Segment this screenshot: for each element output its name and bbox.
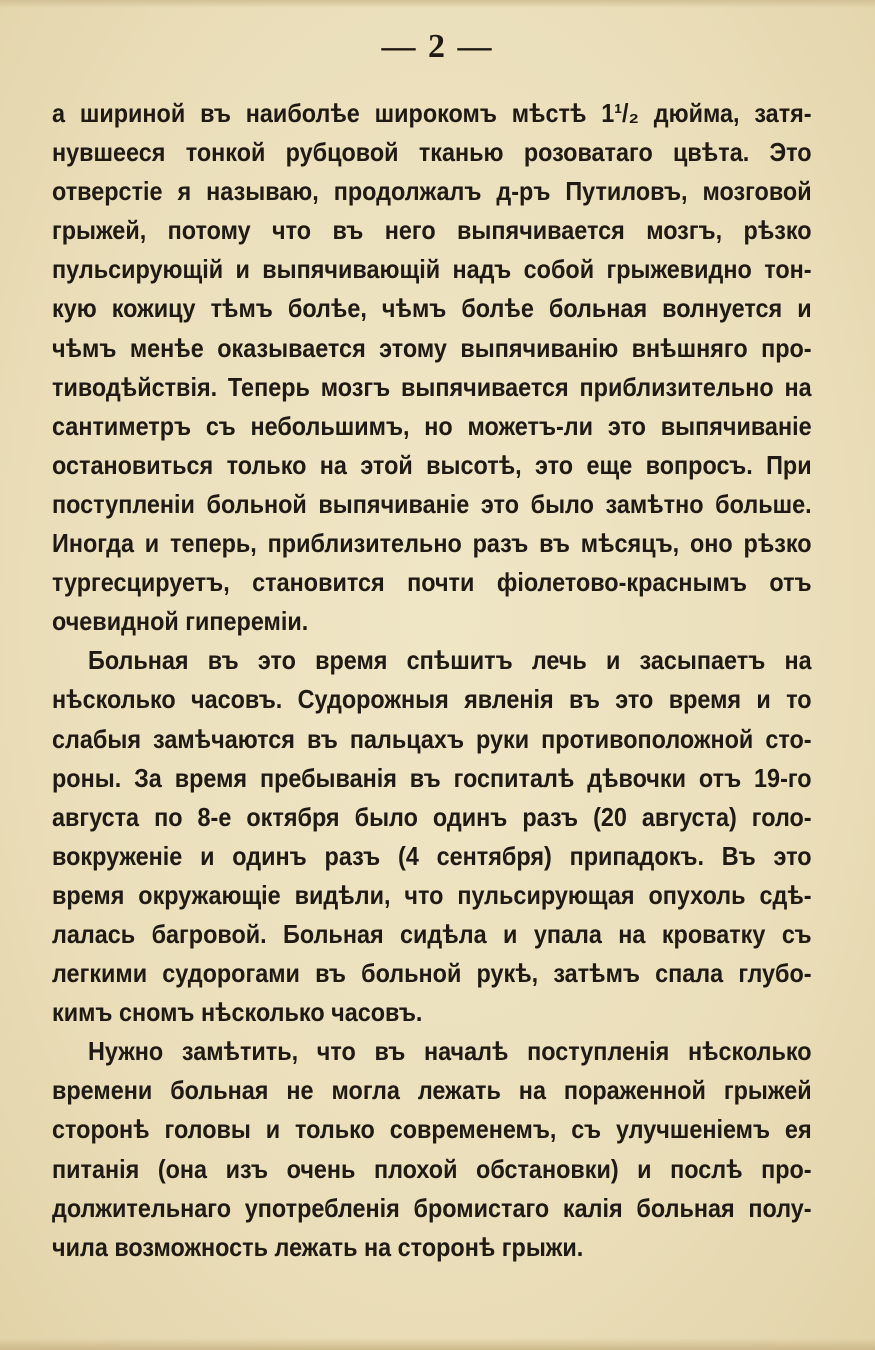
text-line: сантиметръ съ небольшимъ, но можетъ-ли это выпячиваніе [52, 410, 812, 441]
text-line: кую кожицу тѣмъ болѣе, чѣмъ болѣе больная волнуется и [52, 293, 812, 324]
text-line: сторонѣ головы и только современемъ, съ улучшеніемъ ея [52, 1114, 812, 1145]
text-line: роны. За время пребыванія въ госпиталѣ дѣвочки отъ 19-го [52, 762, 812, 793]
text-line: грыжей, потому что въ него выпячивается мозгъ, рѣзко [52, 215, 812, 246]
text-line: вокруженіе и одинъ разъ (4 сентября) припадокъ. Въ это [52, 840, 812, 871]
text-line: а шириной въ наиболѣе широкомъ мѣстѣ 1¹/₂ дюйма, затя- [52, 98, 812, 128]
text-line: должительнаго употребленія бромистаго калія больная полу- [52, 1192, 812, 1223]
text-line: Нужно замѣтить, что въ началѣ поступленія нѣсколько [88, 1036, 812, 1067]
text-line: пульсирующій и выпячивающій надъ собой грыжевидно тон- [52, 254, 812, 285]
text-line: чѣмъ менѣе оказывается этому выпячиванію внѣшняго про- [52, 332, 812, 363]
text-line: тургесцируетъ, становится почти фіолетово-краснымъ отъ [52, 567, 812, 598]
text-line: Больная въ это время спѣшитъ лечь и засыпаетъ на [88, 645, 812, 676]
text-line: Иногда и теперь, приблизительно разъ въ мѣсяцъ, оно рѣзко [52, 528, 812, 559]
text-line: очевидной гипереміи. [52, 606, 309, 637]
text-line: время окружающіе видѣли, что пульсирующая опухоль сдѣ- [52, 879, 812, 910]
paragraph [52, 641, 812, 1032]
text-line: времени больная не могла лежать на пораженной грыжей [52, 1075, 812, 1106]
text-line: нѣсколько часовъ. Судорожныя явленія въ это время и то [52, 684, 812, 715]
paragraph [52, 94, 812, 641]
text-line: тиводѣйствія. Теперь мозгъ выпячивается приблизительно на [52, 371, 812, 402]
page-top-edge [0, 0, 875, 8]
text-line: августа по 8-е октября было одинъ разъ (20 августа) голо- [52, 801, 812, 832]
page-bottom-edge [0, 1338, 875, 1350]
text-line: чила возможность лежать на сторонѣ грыжи. [52, 1231, 584, 1262]
text-line: остановиться только на этой высотѣ, это еще вопросъ. При [52, 449, 812, 480]
text-line: лалась багровой. Больная сидѣла и упала на кроватку съ [52, 918, 812, 949]
paragraph [52, 1032, 812, 1267]
text-line: поступленіи больной выпячиваніе это было замѣтно больше. [52, 488, 812, 519]
text-line: нувшееся тонкой рубцовой тканью розоватаго цвѣта. Это [52, 137, 812, 168]
text-line: кимъ сномъ нѣсколько часовъ. [52, 997, 423, 1028]
text-line: отверстіе я называю, продолжалъ д-ръ Путиловъ, мозговой [52, 176, 812, 207]
text-line: легкими судорогами въ больной рукѣ, затѣмъ спала глубо- [52, 958, 812, 989]
text-line: питанія (она изъ очень плохой обстановки) и послѣ про- [52, 1153, 812, 1184]
page-number: — 2 — [381, 28, 494, 65]
text-line: слабыя замѣчаются въ пальцахъ руки противоположной сто- [52, 723, 812, 754]
body-text [52, 94, 812, 1267]
